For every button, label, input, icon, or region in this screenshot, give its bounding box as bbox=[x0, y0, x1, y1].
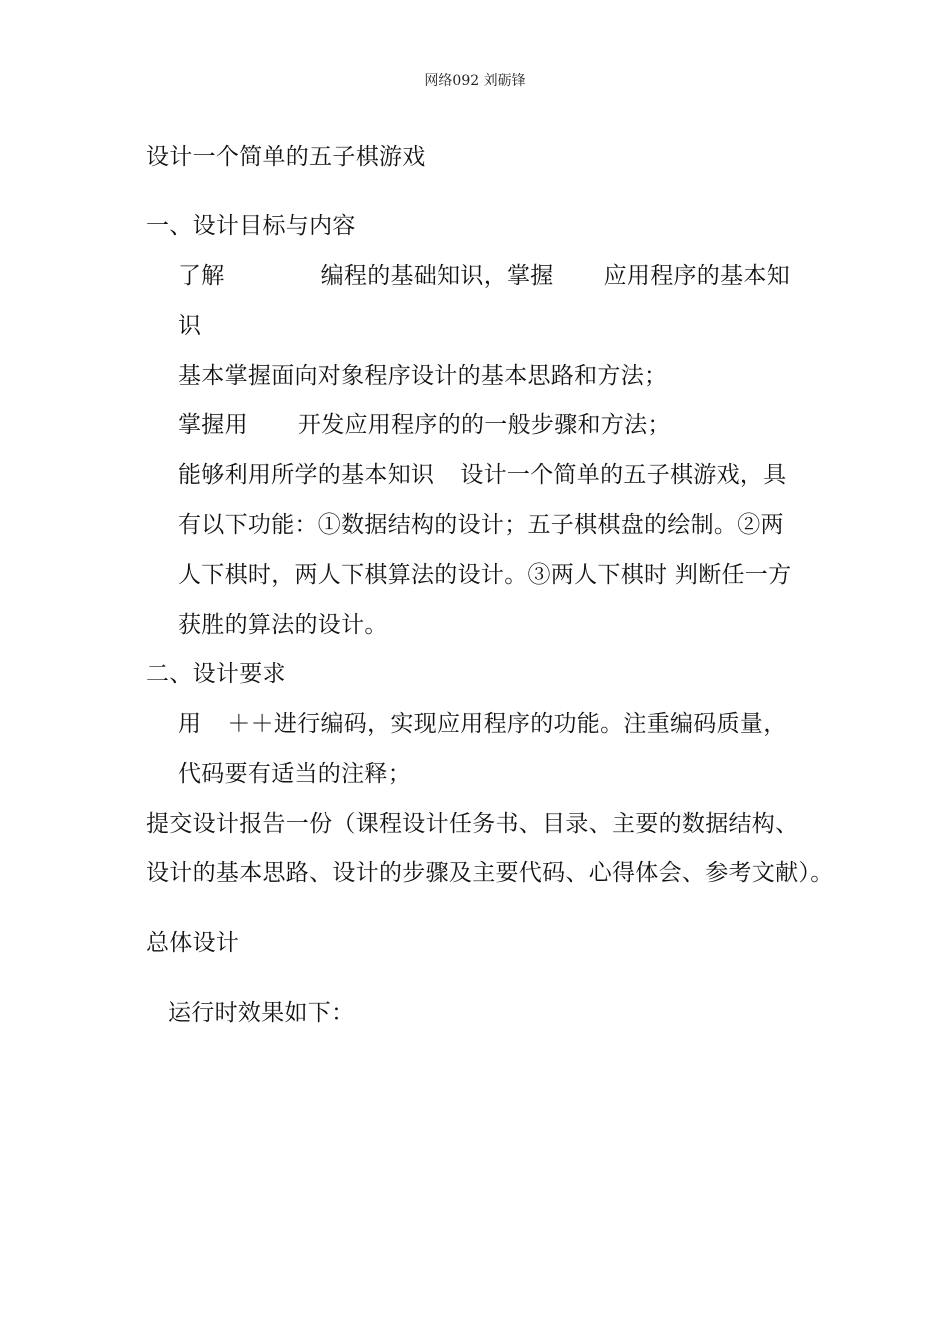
section2-line1-part-a: 用 bbox=[178, 711, 202, 737]
section1-line4-part-a: 掌握用 bbox=[178, 412, 248, 438]
section2-heading: 二、设计要求 bbox=[146, 661, 286, 687]
section1-line5 bbox=[178, 460, 787, 490]
section1-line1-part-b: 编程的基础知识，掌握 bbox=[320, 263, 554, 289]
section1-line3: 基本掌握面向对象程序设计的基本思路和方法； bbox=[178, 363, 668, 389]
section1-line5-part-a: 能够利用所学的基本知识 bbox=[178, 462, 435, 488]
section3-line1: 运行时效果如下： bbox=[168, 1000, 355, 1026]
section1-line5-part-b: 设计一个简单的五子棋游戏，具 bbox=[460, 462, 787, 488]
section1-line1-part-a: 了解 bbox=[178, 263, 225, 289]
section2-line1 bbox=[178, 709, 787, 739]
section1-line1-part-c: 应用程序的基本知 bbox=[603, 263, 791, 289]
section1-line7: 人下棋时，两人下棋算法的设计。③两人下棋时 判断任一方 bbox=[178, 562, 792, 588]
section3-heading: 总体设计 bbox=[146, 930, 240, 956]
section2-line4: 设计的基本思路、设计的步骤及主要代码、心得体会、参考文献）。 bbox=[146, 860, 834, 886]
section1-line6: 有以下功能：①数据结构的设计；五子棋棋盘的绘制。②两 bbox=[178, 512, 784, 538]
section1-line1 bbox=[178, 261, 790, 291]
section1-heading: 一、设计目标与内容 bbox=[146, 213, 356, 239]
document-title: 设计一个简单的五子棋游戏 bbox=[146, 144, 426, 170]
section1-line2: 识 bbox=[178, 313, 202, 339]
section1-line4-part-b: 开发应用程序的的一般步骤和方法； bbox=[297, 412, 671, 438]
page-header: 网络092 刘砺锋 bbox=[424, 73, 526, 89]
section1-line8: 获胜的算法的设计。 bbox=[178, 612, 388, 638]
section2-line3: 提交设计报告一份（课程设计任务书、目录、主要的数据结构、 bbox=[146, 811, 799, 837]
section2-line1-part-b: ＋＋进行编码，实现应用程序的功能。注重编码质量， bbox=[227, 711, 787, 737]
section2-line2: 代码要有适当的注释； bbox=[178, 761, 411, 787]
section1-line4 bbox=[178, 410, 671, 440]
